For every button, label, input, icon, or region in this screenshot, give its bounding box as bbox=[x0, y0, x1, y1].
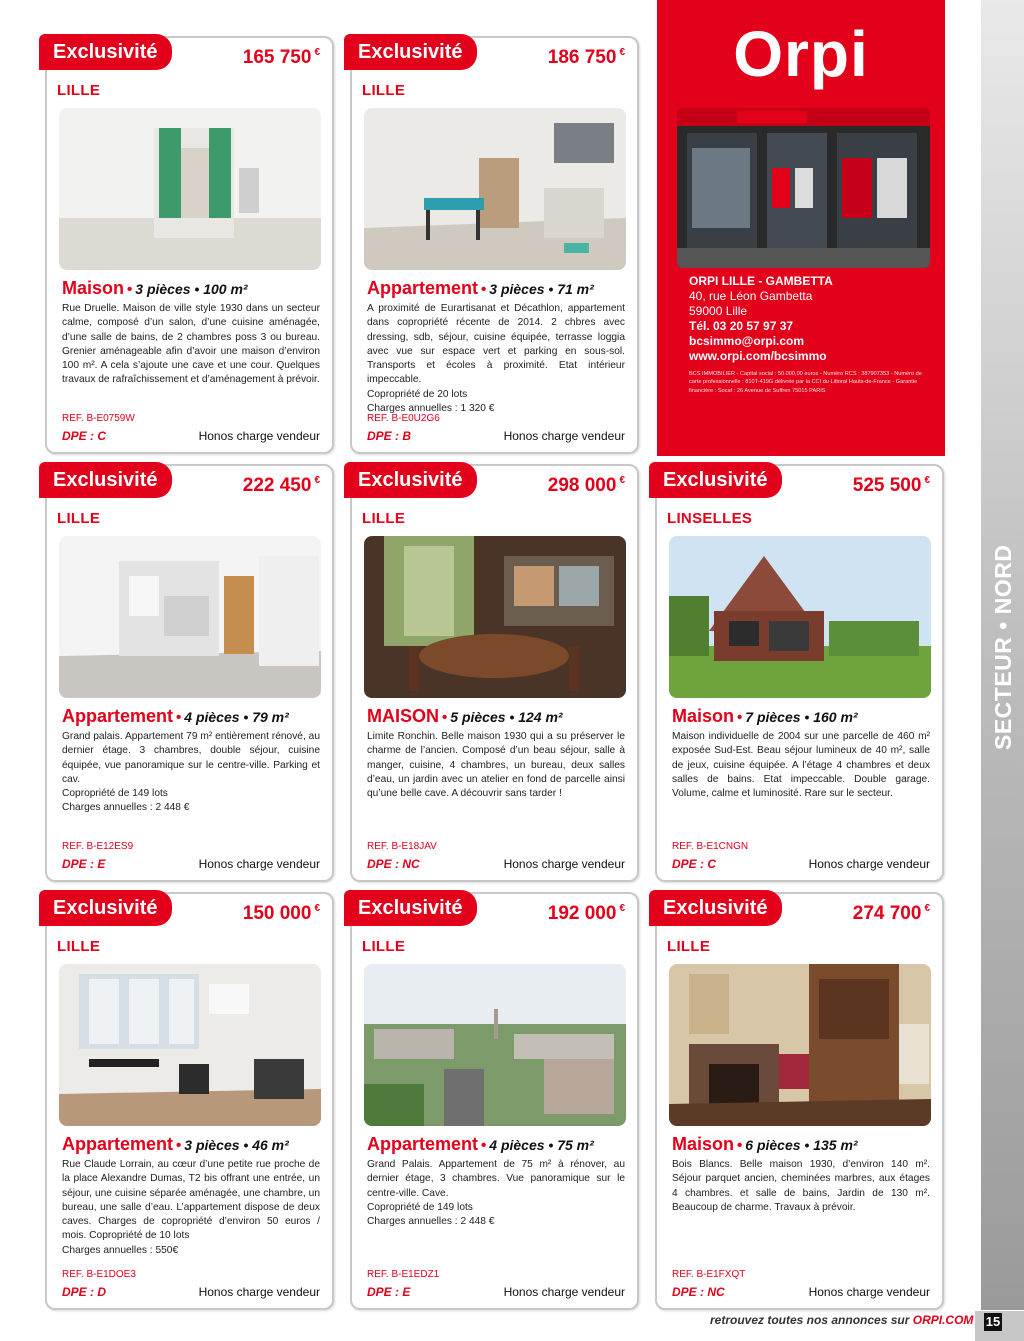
property-specs: 7 pièces • 160 m² bbox=[745, 709, 858, 725]
footer-note bbox=[710, 1313, 974, 1327]
listing-price: 298 000 € bbox=[547, 475, 625, 496]
orpi-logo: Orpi bbox=[733, 18, 869, 90]
energy-rating: DPE : NC bbox=[367, 857, 420, 871]
description-line: Charges annuelles : 2 448 € bbox=[367, 1216, 495, 1228]
fees-note: Honos charge vendeur bbox=[198, 1285, 320, 1299]
fees-note: Honos charge vendeur bbox=[198, 857, 320, 871]
fees-note: Honos charge vendeur bbox=[503, 857, 625, 871]
listing-price: 525 500 € bbox=[852, 475, 930, 496]
energy-rating: DPE : C bbox=[672, 857, 717, 871]
listing-reference: REF. B-E12ES9 bbox=[62, 841, 134, 852]
listing-card[interactable] bbox=[655, 892, 944, 1310]
listing-price: 186 750 € bbox=[547, 47, 625, 68]
exclusivity-badge: Exclusivité bbox=[649, 462, 782, 498]
listing-photo[interactable] bbox=[669, 964, 931, 1126]
exclusivity-badge: Exclusivité bbox=[39, 890, 172, 926]
listing-reference: REF. B-E1DOE3 bbox=[62, 1269, 136, 1280]
energy-rating: DPE : E bbox=[62, 857, 106, 871]
description-line: Charges annuelles : 2 448 € bbox=[62, 802, 190, 814]
listing-card[interactable] bbox=[655, 464, 944, 882]
energy-rating: DPE : E bbox=[367, 1285, 411, 1299]
listing-card[interactable] bbox=[45, 464, 334, 882]
description-line: Bois Blancs. Belle maison 1930, d’environ 140 m². Séjour parquet ancien, cheminées marbres, aux étages 4 chambres. et salle de bains, Jardin de 130 m². Beaucoup de charme. Travaux à prévoir. bbox=[672, 1159, 930, 1213]
listing-card[interactable] bbox=[350, 36, 639, 454]
listing-reference: REF. B-E18JAV bbox=[367, 841, 437, 852]
property-type: Maison bbox=[672, 1134, 735, 1154]
description-line: A proximité de Eurartisanat et Décathlon, appartement dans copropriété récente de 2014. 2 chbres avec dressing, sdb, séjour, cuisine équipée, terrasse loggia avec vue sur espace vert et parking en sous-sol. Transports et écoles à proximité. Etat intérieur impeccable. bbox=[367, 303, 625, 386]
energy-rating: DPE : D bbox=[62, 1285, 107, 1299]
listing-card[interactable] bbox=[45, 36, 334, 454]
listing-city: LILLE bbox=[57, 510, 101, 527]
listing-city: LINSELLES bbox=[667, 510, 753, 527]
property-specs: 3 pièces • 71 m² bbox=[489, 281, 594, 297]
title-bullet: • bbox=[176, 709, 182, 726]
listing-photo[interactable] bbox=[364, 108, 626, 270]
listing-photo[interactable] bbox=[59, 108, 321, 270]
fees-note: Honos charge vendeur bbox=[503, 1285, 625, 1299]
currency-symbol: € bbox=[314, 47, 320, 58]
description-line: Copropriété de 149 lots bbox=[62, 788, 168, 800]
agency-name: ORPI LILLE - GAMBETTA bbox=[689, 274, 833, 288]
listing-photo[interactable] bbox=[669, 536, 931, 698]
listing-price: 274 700 € bbox=[852, 903, 930, 924]
listing-card[interactable] bbox=[45, 892, 334, 1310]
agency-panel bbox=[657, 0, 945, 456]
exclusivity-badge: Exclusivité bbox=[344, 890, 477, 926]
title-bullet: • bbox=[176, 1137, 182, 1154]
listing-price: 192 000 € bbox=[547, 903, 625, 924]
property-specs: 6 pièces • 135 m² bbox=[745, 1137, 858, 1153]
listing-price: 165 750 € bbox=[242, 47, 320, 68]
title-bullet: • bbox=[127, 281, 133, 298]
description-line: Rue Claude Lorrain, au cœur d’une petite rue proche de la place Alexandre Dumas, T2 bis offrant une entrée, un séjour, une cuisine séparée aménagée, une chambre, un bureau, une salle d’eau. L’appartement dispose de deux caves. Charges de copropriété d’environ 50 euros / mois. Copropriété de 10 lots bbox=[62, 1159, 320, 1242]
agency-storefront-photo bbox=[677, 108, 930, 268]
property-type: MAISON bbox=[367, 706, 439, 726]
title-bullet: • bbox=[481, 281, 487, 298]
currency-symbol: € bbox=[924, 475, 930, 486]
listing-price: 150 000 € bbox=[242, 903, 320, 924]
listing-description bbox=[62, 1158, 320, 1258]
property-specs: 5 pièces • 124 m² bbox=[450, 709, 563, 725]
listing-card[interactable] bbox=[350, 464, 639, 882]
listing-description bbox=[367, 302, 625, 416]
fees-note: Honos charge vendeur bbox=[808, 857, 930, 871]
listing-reference: REF. B-E1EDZ1 bbox=[367, 1269, 440, 1280]
exclusivity-badge: Exclusivité bbox=[649, 890, 782, 926]
currency-symbol: € bbox=[314, 903, 320, 914]
property-specs: 4 pièces • 75 m² bbox=[489, 1137, 594, 1153]
listing-city: LILLE bbox=[362, 938, 406, 955]
listing-reference: REF. B-E1CNGN bbox=[672, 841, 749, 852]
description-line: Grand Palais. Appartement de 75 m² à rénover, au dernier étage, 3 chambres. Vue panoramique sur le centre-ville. Cave. bbox=[367, 1159, 625, 1199]
listing-title bbox=[367, 1134, 594, 1155]
currency-symbol: € bbox=[619, 475, 625, 486]
section-label: SECTEUR • NORD bbox=[990, 544, 1016, 750]
listing-description bbox=[62, 302, 320, 388]
property-type: Maison bbox=[62, 278, 125, 298]
property-specs: 4 pièces • 79 m² bbox=[184, 709, 289, 725]
listing-title bbox=[62, 1134, 289, 1155]
agency-phone[interactable]: Tél. 03 20 57 97 37 bbox=[689, 319, 794, 333]
listing-city: LILLE bbox=[57, 82, 101, 99]
property-specs: 3 pièces • 100 m² bbox=[135, 281, 248, 297]
description-line: Limite Ronchin. Belle maison 1930 qui a su préserver le charme de l’ancien. Composé d’un beau séjour, salle à manger, cuisine, 4 chambres, un bureau, deux salles d’eau, un jardin avec un atelier en fond de parcelle ainsi qu’une belle cave. A découvrir sans tarder ! bbox=[367, 731, 625, 800]
listing-photo[interactable] bbox=[59, 536, 321, 698]
agency-address-line1: 40, rue Léon Gambetta bbox=[689, 289, 813, 303]
exclusivity-badge: Exclusivité bbox=[39, 462, 172, 498]
title-bullet: • bbox=[737, 709, 743, 726]
fees-note: Honos charge vendeur bbox=[198, 429, 320, 443]
description-line: Charges annuelles : 1 320 € bbox=[367, 403, 495, 415]
currency-symbol: € bbox=[314, 475, 320, 486]
currency-symbol: € bbox=[619, 903, 625, 914]
listing-title bbox=[62, 278, 248, 299]
property-type: Appartement bbox=[62, 1134, 174, 1154]
energy-rating: DPE : C bbox=[62, 429, 107, 443]
agency-address-line2: 59000 Lille bbox=[689, 304, 748, 318]
exclusivity-badge: Exclusivité bbox=[344, 34, 477, 70]
property-type: Maison bbox=[672, 706, 735, 726]
description-line: Grand palais. Appartement 79 m² entièrement rénové, au dernier étage. 3 chambres, double séjour, cuisine équipée, vue panoramique sur le centre-ville. Parking et cav. bbox=[62, 731, 320, 785]
listing-city: LILLE bbox=[57, 938, 101, 955]
listing-city: LILLE bbox=[362, 510, 406, 527]
exclusivity-badge: Exclusivité bbox=[39, 34, 172, 70]
description-line: Charges annuelles : 550€ bbox=[62, 1244, 179, 1256]
listing-title bbox=[672, 1134, 858, 1155]
description-line: Copropriété de 20 lots bbox=[367, 388, 468, 400]
title-bullet: • bbox=[442, 709, 448, 726]
energy-rating: DPE : NC bbox=[672, 1285, 725, 1299]
listing-price: 222 450 € bbox=[242, 475, 320, 496]
listing-description bbox=[367, 1158, 625, 1229]
agency-website[interactable]: www.orpi.com/bcsimmo bbox=[689, 349, 827, 363]
property-type: Appartement bbox=[367, 278, 479, 298]
agency-legal-text: BCS IMMOBILIER - Capital social : 50.000,00 euros - Numéro RCS : 387907353 - Numéro de carte professionnelle : 810T-419G délivrée par la CCI du Littoral Hauts-de-France - Garantie financière : Socaf : 26 Avenue de Suffren 75015 PARIS bbox=[689, 371, 922, 394]
listing-city: LILLE bbox=[362, 82, 406, 99]
listing-title bbox=[367, 278, 594, 299]
title-bullet: • bbox=[737, 1137, 743, 1154]
listing-photo[interactable] bbox=[59, 964, 321, 1126]
property-type: Appartement bbox=[367, 1134, 479, 1154]
footer-text: retrouvez toutes nos annonces sur bbox=[710, 1313, 910, 1327]
listing-title bbox=[367, 706, 563, 727]
footer-site-link[interactable]: ORPI.COM bbox=[912, 1313, 974, 1327]
description-line: Copropriété de 149 lots bbox=[367, 1201, 473, 1213]
title-bullet: • bbox=[481, 1137, 487, 1154]
description-line: Rue Druelle. Maison de ville style 1930 dans un secteur calme, composé d’un salon, d’une cuisine aménagée, d’une salle de bains, de 2 chambres poss 3 ou bureau. Grenier aménageable afin d’avoir une maison d’environ 100 m². A cela s’ajoute une cave et une cour. Quelques travaux de rafraîchissement et d’aménagement à prévoir. bbox=[62, 303, 320, 386]
listing-photo[interactable] bbox=[364, 964, 626, 1126]
listing-title bbox=[672, 706, 858, 727]
property-specs: 3 pièces • 46 m² bbox=[184, 1137, 289, 1153]
exclusivity-badge: Exclusivité bbox=[344, 462, 477, 498]
listing-city: LILLE bbox=[667, 938, 711, 955]
listing-photo[interactable] bbox=[364, 536, 626, 698]
listing-reference: REF. B-E0U2G6 bbox=[367, 413, 440, 424]
listing-description bbox=[367, 730, 625, 801]
page-number: 15 bbox=[985, 1314, 1001, 1329]
fees-note: Honos charge vendeur bbox=[808, 1285, 930, 1299]
listing-description bbox=[672, 1158, 930, 1215]
property-type: Appartement bbox=[62, 706, 174, 726]
listing-title bbox=[62, 706, 289, 727]
fees-note: Honos charge vendeur bbox=[503, 429, 625, 443]
listing-reference: REF. B-E1FXQT bbox=[672, 1269, 746, 1280]
listing-description bbox=[672, 730, 930, 801]
agency-email[interactable]: bcsimmo@orpi.com bbox=[689, 334, 805, 348]
description-line: Maison individuelle de 2004 sur une parcelle de 460 m² exposée Sud-Est. Beau séjour lumineux de 40 m², salle de jeux, cuisine équipée. A l’étage 4 chambres et deux salles de bains. Etat impeccable. Double garage. Volume, calme et luminosité. Rare sur le secteur. bbox=[672, 731, 930, 800]
currency-symbol: € bbox=[924, 903, 930, 914]
listing-card[interactable] bbox=[350, 892, 639, 1310]
listing-description bbox=[62, 730, 320, 816]
energy-rating: DPE : B bbox=[367, 429, 412, 443]
listing-reference: REF. B-E0759W bbox=[62, 413, 135, 424]
currency-symbol: € bbox=[619, 47, 625, 58]
